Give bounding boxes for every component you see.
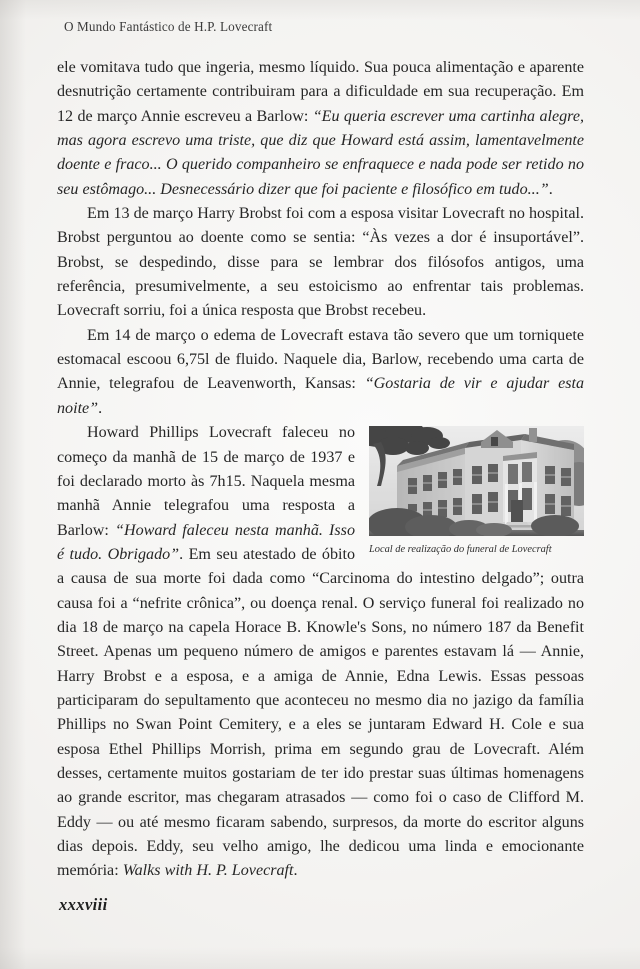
paragraph-4-text-a: Howard Phillips Lovecraft faleceu no começo da manhã de 15 de março de 1937 e foi declarado morto às 7h15. Naquela mesma manhã Annie telegrafou uma resposta a Barlow:: [57, 424, 355, 539]
paragraph-4-quote: “Howard faleceu nesta manhã. Isso é tudo. Obrigado”: [57, 521, 355, 563]
house-photograph: [369, 426, 584, 536]
figure-caption: Local de realização do funeral de Lovecraft: [369, 544, 552, 556]
running-head: O Mundo Fantástico de H.P. Lovecraft: [64, 19, 273, 34]
page-content: [57, 0, 584, 969]
paragraph-4-text-c: .: [293, 862, 298, 880]
paragraph-1-text-a: ele vomitava tudo que ingeria, mesmo líquido. Sua pouca alimentação e aparente desnutrição certamente contribuiram para a dificuldade em sua recuperação. Em 12 de março Annie escreveu a Barlow:: [57, 59, 584, 125]
body-text-column: [57, 56, 584, 884]
paragraph-3-quote: “Gostaria de vir e ajudar esta noite”: [57, 375, 584, 417]
paragraph-3-text-a: Em 14 de março o edema de Lovecraft estava tão severo que um torniquete estomacal escoou 6,75l de fluido. Naquele dia, Barlow, recebendo uma carta de Annie, telegrafou de Leavenworth, Kansas:: [57, 326, 584, 393]
paragraph-4-book-title: Walks with H. P. Lovecraft: [122, 862, 294, 880]
page-number: xxxviii: [59, 895, 108, 914]
paragraph-3-text-b: .: [98, 399, 103, 417]
paragraph-1-quote: “Eu queria escrever uma cartinha alegre, mas agora escrevo uma triste, que diz que Howard está assim, lamentavelmente doente e fraco... O querido companheiro se enfraquece e nada pode ser retido no seu estômago... Desnecessário dizer que foi paciente e filosófico em tudo...”: [57, 107, 584, 198]
paragraph-2: Em 13 de março Harry Brobst foi com a esposa visitar Lovecraft no hospital. Brobst perguntou ao doente como se sentia: “Às vezes a dor é insuportável”. Brobst, se despedindo, disse para se lembrar dos filósofos antigos, uma referência, presumivelmente, a seu estoicismo ao enfrentar tais problemas. Lovecraft sorriu, foi a única resposta que Brobst recebeu.: [57, 205, 584, 320]
paragraph-4: [57, 421, 584, 884]
paragraph-4-text-b: . Em seu atestado de óbito a causa de sua morte foi dada como “Carcinoma do intestino delgado”; outra causa foi a “nefrite crônica”, ou doença renal. O serviço funeral foi realizado no dia 18 de março na capela Horace B. Knowle's Sons, no número 187 da Benefit Street. Apenas um pequeno número de amigos e parentes estavam lá — Annie, Harry Brobst e a esposa, e a amiga de Annie, Edna Lewis. Essas pessoas participaram do sepultamento que aconteceu no mesmo dia no jazigo da família Phillips no Swan Point Cemitery, e a eles se juntaram Edward H. Cole e sua esposa Ethel Phillips Morrish, prima em segundo grau de Lovecraft. Além desses, certamente muitos gostariam de ter ido prestar suas últimas homenagens ao grande escritor, mas chegaram atrasados — como foi o caso de Clifford M. Eddy — ou até mesmo ficaram sabendo, surpresos, da morte do escritor alguns dias depois. Eddy, seu velho amigo, lhe dedicou uma linda e emocionante memória:: [57, 545, 584, 880]
paragraph-1: [57, 56, 584, 202]
figure-funeral-location: [369, 426, 584, 560]
paragraph-3: [57, 324, 584, 421]
paragraph-1-text-b: .: [548, 180, 553, 198]
